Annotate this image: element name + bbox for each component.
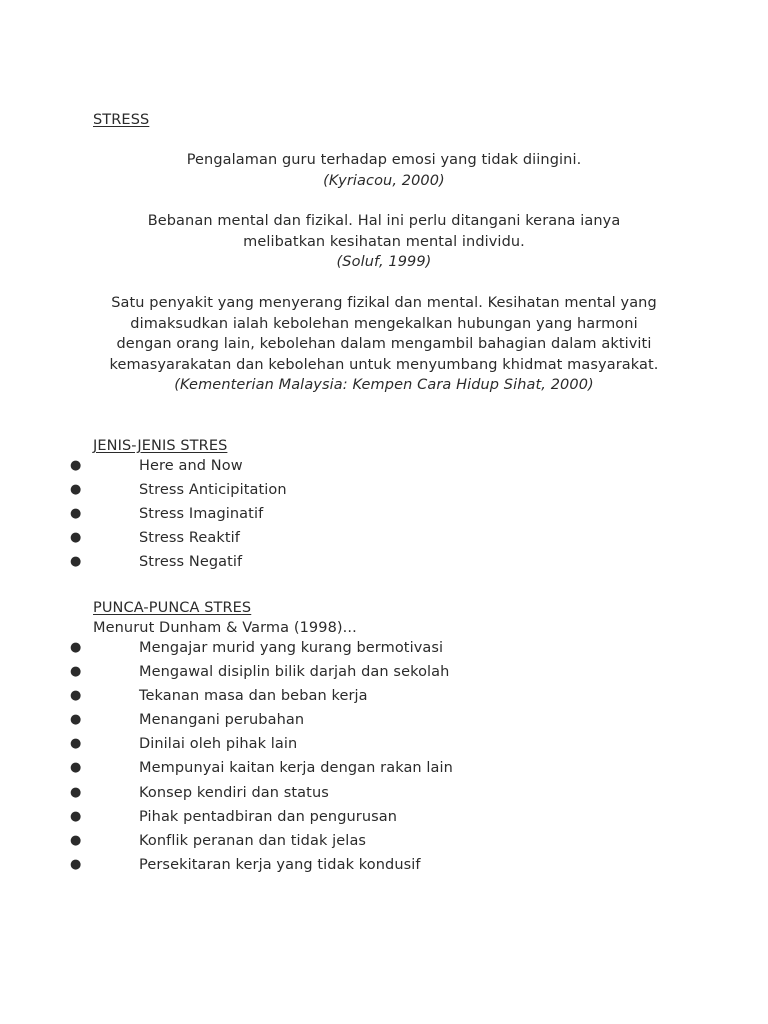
bullet-icon: ●	[70, 808, 82, 824]
definition-2-line-2: melibatkan kesihatan mental individu.	[243, 233, 525, 250]
definition-3-line-4: kemasyarakatan dan kebolehan untuk menyumbang khidmat masyarakat.	[109, 356, 659, 373]
definition-3-citation: (Kementerian Malaysia: Kempen Cara Hidup Sihat, 2000)	[174, 377, 594, 393]
bullet-icon: ●	[70, 832, 82, 848]
definition-block-2	[60, 211, 708, 273]
bullet-icon: ●	[70, 856, 82, 872]
bullet-icon: ●	[70, 458, 82, 473]
bullet-icon: ●	[70, 554, 82, 570]
bullet-icon: ●	[70, 482, 82, 498]
definition-3-line-1: Satu penyakit yang menyerang fizikal dan mental. Kesihatan mental yang	[111, 295, 657, 311]
section-heading-punca: PUNCA-PUNCA STRES	[93, 600, 252, 616]
bullet-icon: ●	[70, 530, 82, 546]
bullet-icon: ●	[70, 688, 82, 704]
definition-2-citation: (Soluf, 1999)	[336, 254, 432, 270]
bullet-icon: ●	[70, 712, 82, 728]
definition-2-line-1: Bebanan mental dan fizikal. Hal ini perlu ditangani kerana ianya	[147, 213, 621, 229]
bullet-icon: ●	[70, 736, 82, 752]
bullet-icon: ●	[70, 640, 82, 655]
document-page: STRESS Pengalaman guru terhadap emosi yang tidak diingini. (Kyriacou, 2000) Bebanan mental dan fizikal. Hal ini perlu ditangani kerana ianya melibatkan kesihatan mental individu. (Soluf, 1999) Satu penyakit yang menyerang fizikal dan mental. Kesihatan mental yang dimaksudkan ialah kebolehan mengekalkan hubungan yang harmoni dengan orang lain, kebolehan dalam mengambil bahagian dalam aktiviti kemasyarakatan dan kebolehan untuk menyumbang khidmat masyarakat. (Kementerian Malaysia: Kempen Cara Hidup Sihat, 2000) JENIS-JENIS STRES ● Here and Now ● Stress Anticipitation ● Stress Imaginatif ● Stress Reaktif ● Stress Negatif PUNCA-PUNCA STRES Menurut Dunham & Varma (1998)... ● Mengajar murid yang kurang bermotivasi ● Mengawal disiplin bilik darjah dan sekolah ● Tekanan masa dan beban kerja ● Menangani perubahan ● Dinilai oleh pihak lain ● Mempunyai kaitan kerja dengan rakan lain ● Konsep kendiri dan status ● Pihak pentadbiran dan pengurusan ● Konflik peranan dan tidak jelas ● Persekitaran kerja yang tidak kondusif	[0, 0, 768, 1024]
bullet-icon: ●	[70, 506, 82, 522]
section-heading-jenis: JENIS-JENIS STRES	[93, 438, 228, 454]
punca-intro: Menurut Dunham & Varma (1998)...	[93, 620, 357, 636]
definition-3-line-2: dimaksudkan ialah kebolehan mengekalkan hubungan yang harmoni	[130, 315, 638, 332]
definition-1-line-1: Pengalaman guru terhadap emosi yang tidak diingini.	[186, 152, 582, 168]
section-heading-stress: STRESS	[93, 112, 150, 128]
definition-3-line-3: dengan orang lain, kebolehan dalam mengambil bahagian dalam aktiviti	[116, 336, 652, 352]
definition-block-1	[60, 150, 708, 191]
bullet-icon: ●	[70, 664, 82, 680]
definition-1-citation: (Kyriacou, 2000)	[323, 172, 445, 189]
bullet-icon: ●	[70, 784, 82, 800]
definition-block-3	[60, 293, 708, 396]
bullet-icon: ●	[70, 760, 82, 776]
